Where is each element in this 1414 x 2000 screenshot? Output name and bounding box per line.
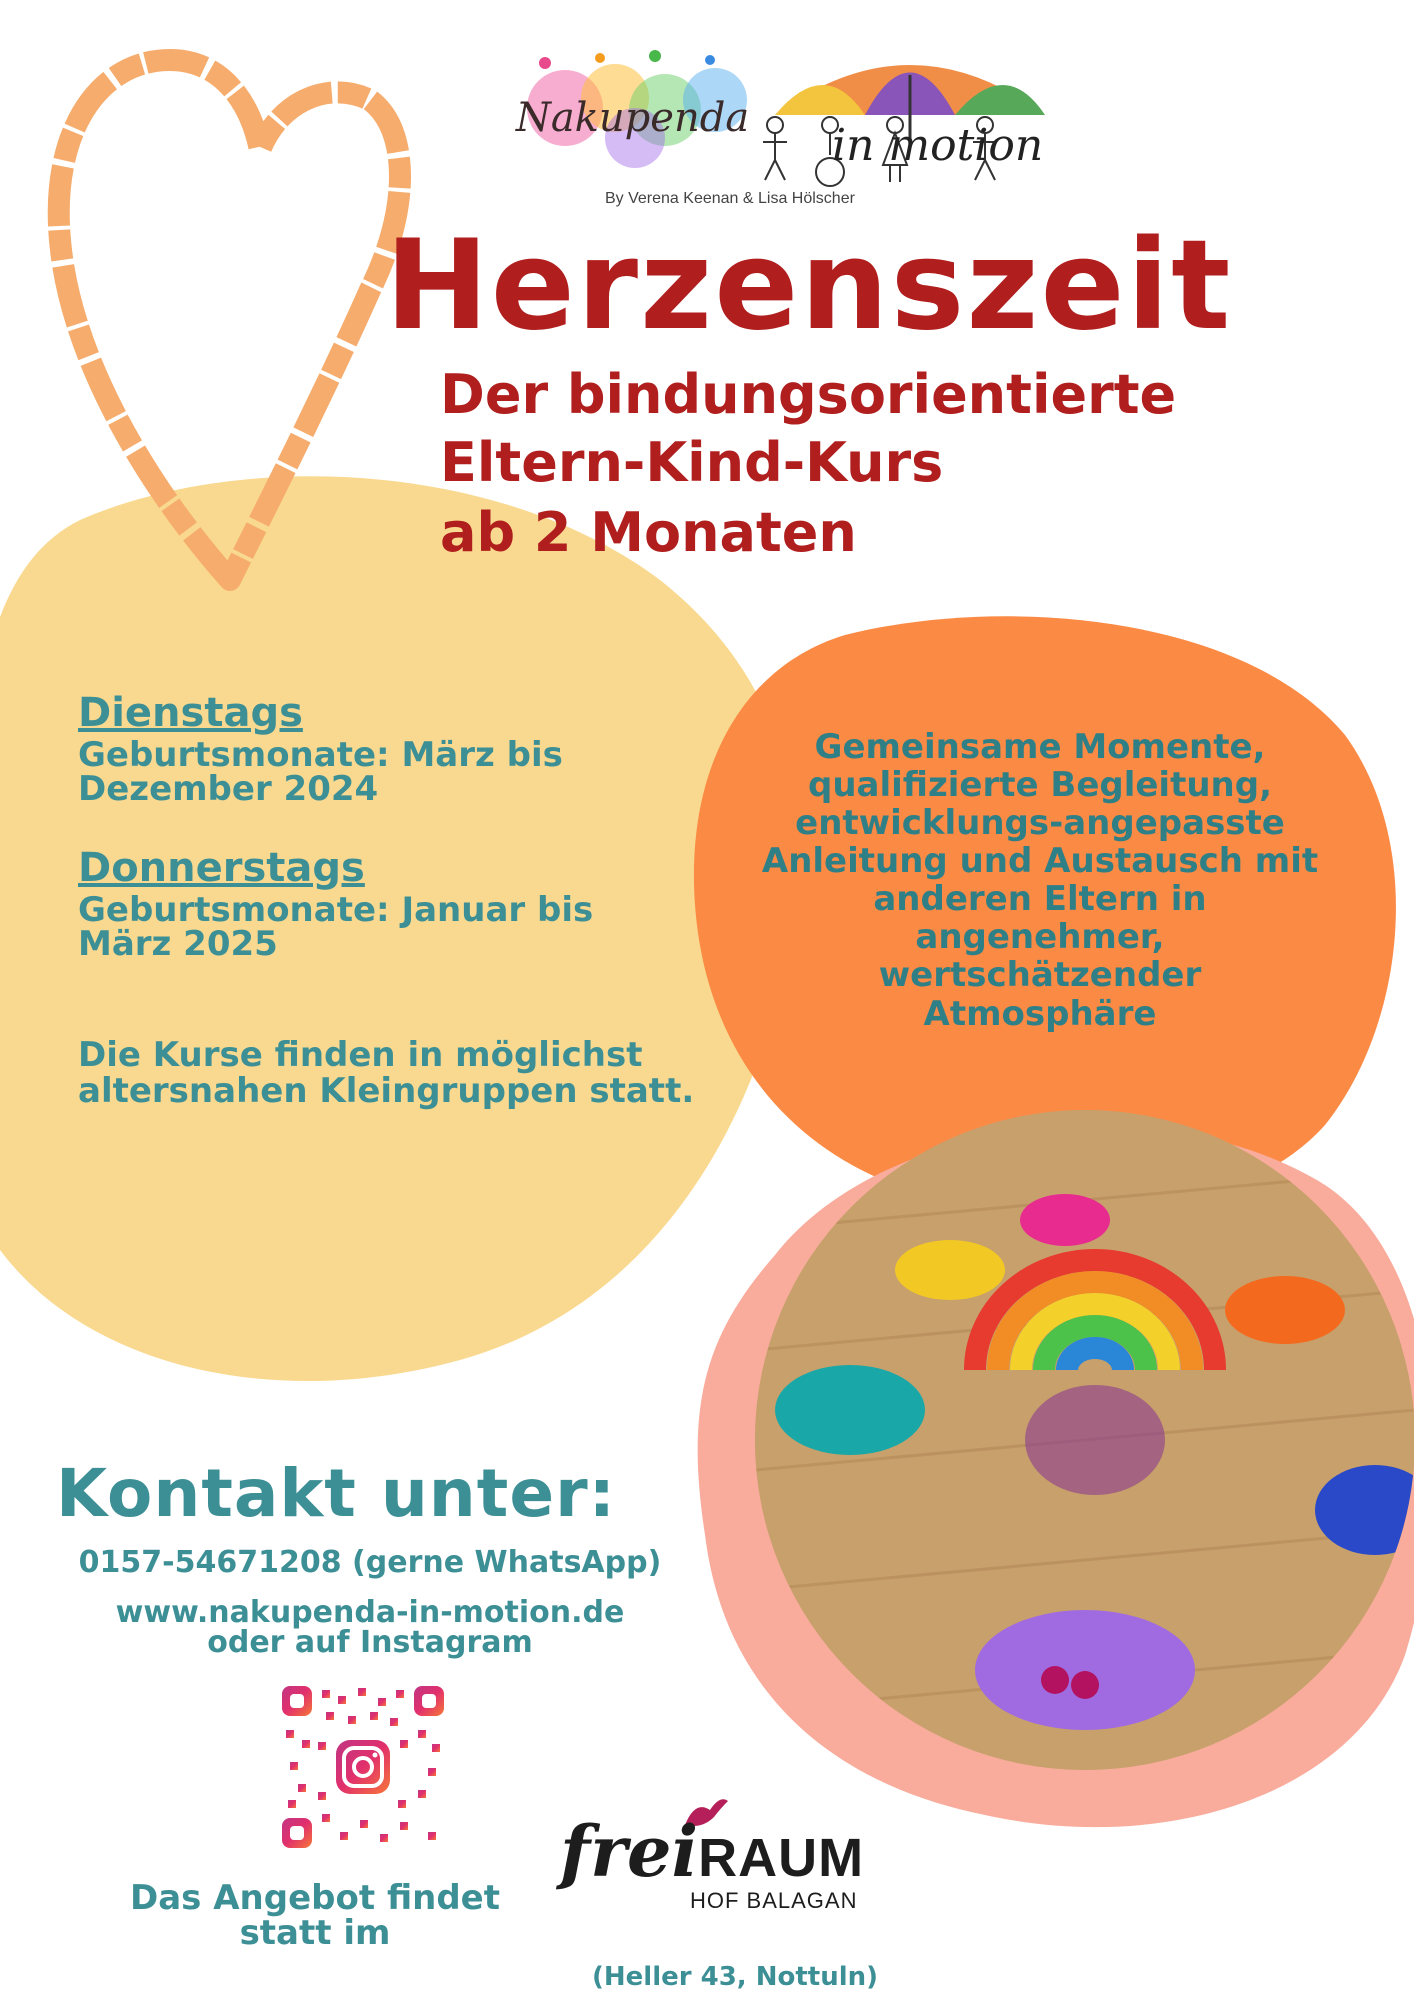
contact-instagram-note: oder auf Instagram: [207, 1625, 533, 1660]
byline: By Verena Keenan & Lisa Hölscher: [605, 190, 855, 207]
page-title: Herzenszeit: [385, 214, 1233, 358]
schedule-day-1-text: Geburtsmonate: März bis Dezember 2024: [78, 735, 563, 809]
freiraum-logo: [560, 1810, 864, 1893]
freiraum-logo-raum: RAUM: [698, 1828, 865, 1888]
venue-intro-line-1: Das Angebot findet: [130, 1878, 500, 1918]
toys-photo-illustration: [755, 1110, 1414, 1770]
subtitle-line-3: ab 2 Monaten: [440, 501, 857, 564]
contact-website-link[interactable]: www.nakupenda-in-motion.de: [115, 1595, 625, 1630]
toys-photo: [755, 1110, 1414, 1770]
subtitle-line-2: Eltern-Kind-Kurs: [440, 431, 944, 494]
freiraum-logo-frei: frei: [560, 1810, 699, 1893]
features-text: Gemeinsame Momente, qualifizierte Begleitung, entwicklungs-angepasste Anleitung und Austausch mit anderen Eltern in angenehmer, wertschätzender Atmosphäre: [761, 727, 1319, 1034]
brand-suffix-text: in motion: [832, 120, 1044, 171]
venue-address: (Heller 43, Nottuln): [592, 1962, 879, 1992]
freiraum-logo-subtitle: HOF BALAGAN: [690, 1888, 858, 1913]
schedule-day-2-text: Geburtsmonate: Januar bis März 2025: [78, 890, 594, 964]
contact-phone[interactable]: 0157-54671208 (gerne WhatsApp): [78, 1545, 662, 1580]
brand-logo-text: Nakupenda: [515, 94, 750, 141]
contact-heading: Kontakt unter:: [56, 1455, 617, 1532]
schedule-day-1-heading: Dienstags: [78, 690, 303, 736]
groups-note: Die Kurse finden in möglichst altersnahen Kleingruppen statt.: [78, 1035, 695, 1111]
instagram-qr-code[interactable]: [278, 1682, 448, 1852]
schedule-day-2-heading: Donnerstags: [78, 845, 365, 891]
venue-intro-line-2: statt im: [239, 1913, 391, 1953]
subtitle-line-1: Der bindungsorientierte: [440, 363, 1177, 426]
